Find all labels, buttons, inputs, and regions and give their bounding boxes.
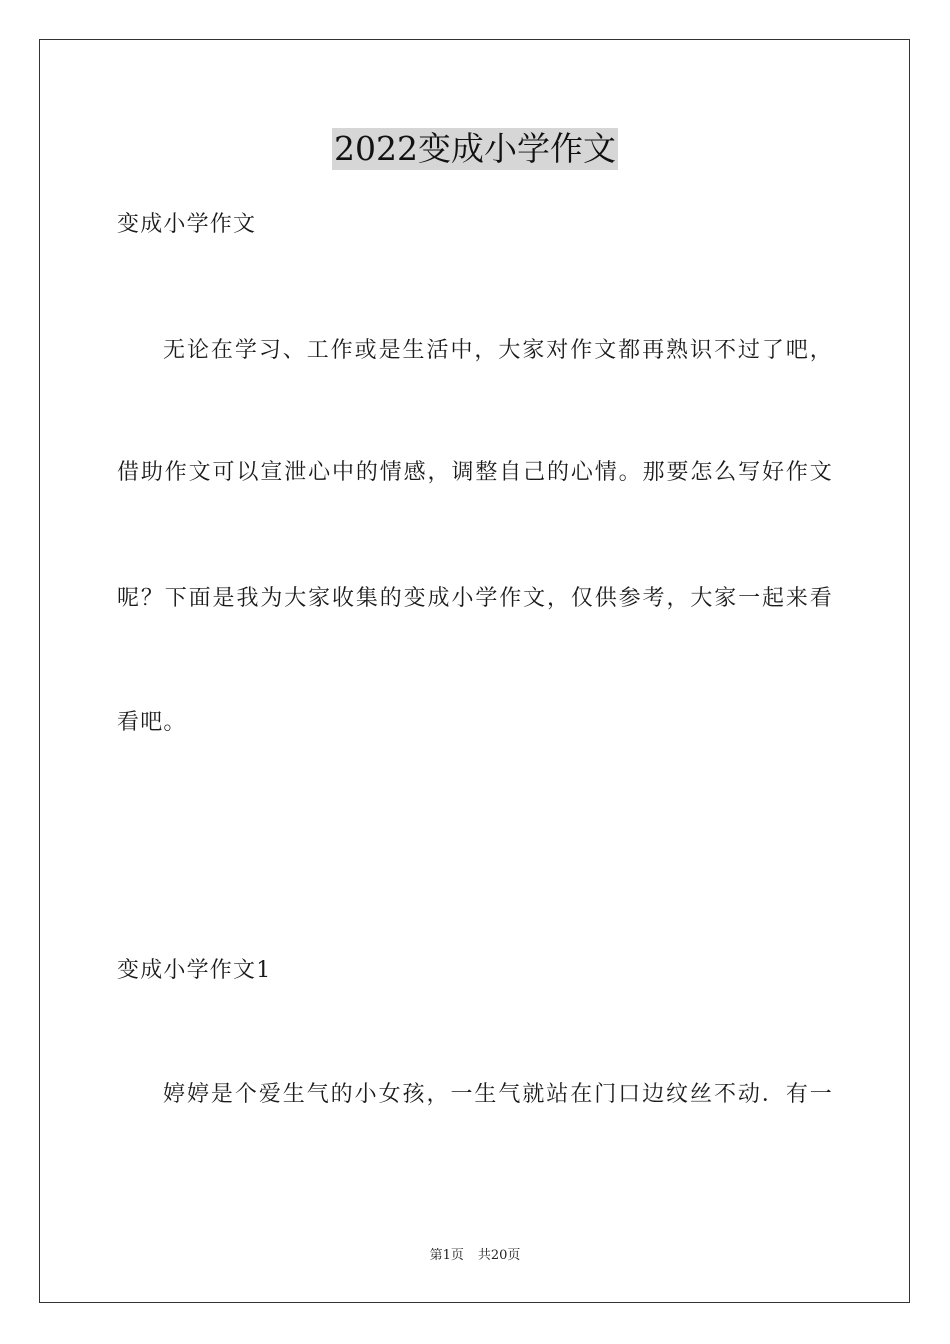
page-number-total: 共20页 <box>477 1248 521 1263</box>
paragraph-line: 婷婷是个爱生气的小女孩，一生气就站在门口边纹丝不动．有一 <box>163 1082 833 1107</box>
page-footer <box>0 1247 950 1265</box>
paragraph-line: 看吧。 <box>117 710 187 735</box>
title-container <box>0 128 950 170</box>
paragraph-line: 借助作文可以宣泄心中的情感，调整自己的心情。那要怎么写好作文 <box>117 460 833 485</box>
section-heading: 变成小学作文1 <box>117 958 272 983</box>
page-number-current: 第1页 <box>429 1248 464 1263</box>
document-subtitle: 变成小学作文 <box>117 212 257 237</box>
paragraph-line: 无论在学习、工作或是生活中，大家对作文都再熟识不过了吧， <box>163 338 833 363</box>
document-title: 2022变成小学作文 <box>334 129 616 168</box>
paragraph-line: 呢？下面是我为大家收集的变成小学作文，仅供参考，大家一起来看 <box>117 586 833 611</box>
